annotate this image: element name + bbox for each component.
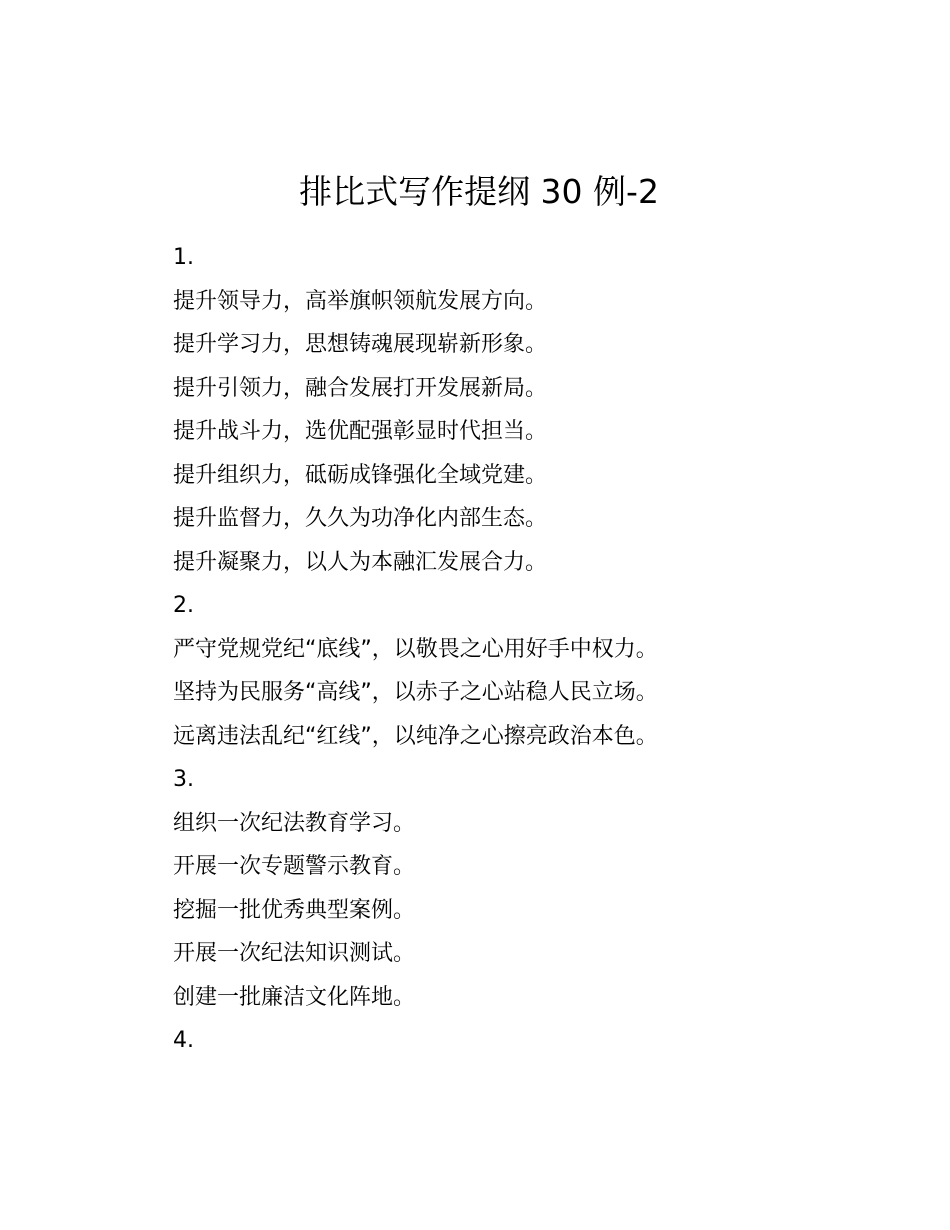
text-line: 严守党规党纪“底线”，以敬畏之心用好手中权力。 bbox=[173, 636, 658, 662]
text-line: 挖掘一批优秀典型案例。 bbox=[173, 897, 416, 923]
text-line: 远离违法乱纪“红线”，以纯净之心擦亮政治本色。 bbox=[173, 723, 658, 749]
section-number-1: 1. bbox=[173, 245, 194, 270]
text-line: 提升凝聚力，以人为本融汇发展合力。 bbox=[173, 549, 548, 575]
text-line: 提升战斗力，选优配强彰显时代担当。 bbox=[173, 419, 548, 444]
text-line: 提升学习力，思想铸魂展现崭新形象。 bbox=[173, 332, 548, 357]
section-number-2: 2. bbox=[173, 593, 194, 618]
section-number-3: 3. bbox=[173, 767, 194, 792]
text-line: 提升领导力，高举旗帜领航发展方向。 bbox=[173, 288, 548, 314]
text-line: 提升引领力，融合发展打开发展新局。 bbox=[173, 375, 548, 401]
text-line: 提升组织力，砥砺成锋强化全域党建。 bbox=[173, 462, 548, 488]
text-line: 创建一批廉洁文化阵地。 bbox=[173, 984, 416, 1010]
text-line: 提升监督力，久久为功净化内部生态。 bbox=[173, 506, 548, 531]
section-number-4: 4. bbox=[173, 1028, 194, 1053]
text-line: 开展一次纪法知识测试。 bbox=[173, 941, 416, 966]
text-line: 组织一次纪法教育学习。 bbox=[173, 810, 416, 836]
document-title: 排比式写作提纲 30 例-2 bbox=[299, 172, 659, 211]
text-line: 开展一次专题警示教育。 bbox=[173, 854, 416, 879]
document-body bbox=[173, 236, 873, 1063]
text-line: 坚持为民服务“高线”，以赤子之心站稳人民立场。 bbox=[173, 680, 658, 705]
